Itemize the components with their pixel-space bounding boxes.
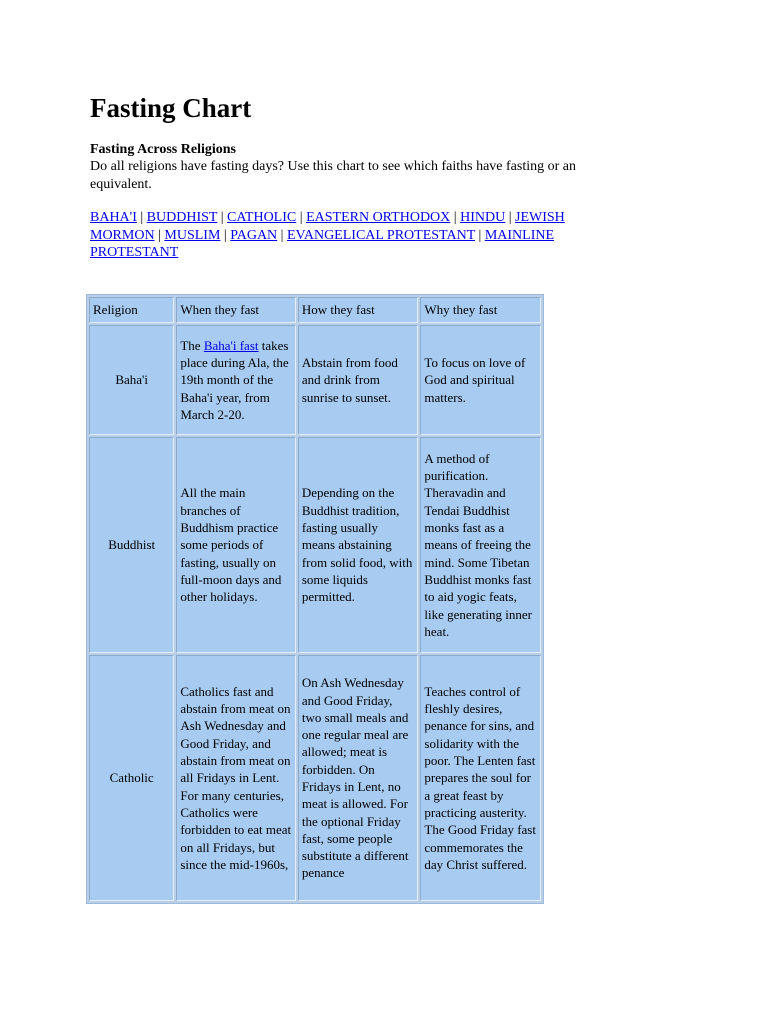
cell-religion: Baha'i bbox=[89, 325, 174, 435]
link-evangelical-protestant[interactable]: EVANGELICAL PROTESTANT bbox=[286, 227, 475, 243]
link-pagan[interactable]: PAGAN bbox=[230, 227, 278, 243]
page-title: Fasting Chart bbox=[90, 93, 252, 123]
header-why: Why they fast bbox=[420, 297, 541, 323]
cell-when: Catholics fast and abstain from meat on Ash Wednesday and Good Friday, and abstain from meat on all Fridays in Lent. For many centuries, Catholics were forbidden to eat meat on all Fridays, but since the mid-1960s, bbox=[176, 655, 296, 901]
header-religion: Religion bbox=[89, 297, 174, 323]
header-how: How they fast bbox=[298, 297, 419, 323]
table-header-row bbox=[89, 297, 541, 323]
link-buddhist[interactable]: BUDDHIST bbox=[146, 210, 218, 225]
link-separator: | bbox=[136, 210, 147, 225]
fasting-chart-table bbox=[86, 294, 544, 904]
table-row bbox=[89, 325, 541, 435]
religion-link-list bbox=[90, 209, 620, 262]
cell-how: Abstain from food and drink from sunrise to sunset. bbox=[298, 325, 419, 435]
link-bahai[interactable]: BAHA'I bbox=[90, 210, 137, 225]
cell-how: Depending on the Buddhist tradition, fasting usually means abstaining from solid food, with some liquids permitted. bbox=[298, 437, 419, 653]
link-hindu[interactable]: HINDU bbox=[460, 210, 506, 225]
cell-when: All the main branches of Buddhism practice some periods of fasting, usually on full-moon days and other holidays. bbox=[176, 437, 296, 653]
cell-religion: Catholic bbox=[89, 655, 174, 901]
section-subheading: Fasting Across Religions bbox=[90, 142, 236, 157]
bahai-fast-link[interactable]: Baha'i fast bbox=[203, 337, 259, 353]
table-row bbox=[89, 655, 541, 901]
header-when: When they fast bbox=[176, 297, 296, 323]
link-eastern-orthodox[interactable]: EASTERN ORTHODOX bbox=[306, 210, 451, 225]
link-catholic[interactable]: CATHOLIC bbox=[227, 210, 297, 225]
cell-why: To focus on love of God and spiritual matters. bbox=[420, 325, 541, 435]
cell-why: A method of purification. Theravadin and Tendai Buddhist monks fast as a means of freeing the mind. Some Tibetan Buddhist monks fast to aid yogic feats, like generating inner heat. bbox=[420, 437, 541, 653]
link-mormon[interactable]: MORMON bbox=[90, 227, 155, 243]
link-separator: | bbox=[277, 227, 287, 243]
link-separator: | bbox=[154, 227, 165, 243]
when-suffix: takes place during Ala, the 19th month of the Baha'i year, from March 2-20. bbox=[180, 337, 289, 422]
link-muslim[interactable]: MUSLIM bbox=[164, 227, 221, 243]
link-separator: | bbox=[450, 210, 461, 225]
intro-text: Do all religions have fasting days? Use this chart to see which faiths have fasting or an equivalent. bbox=[90, 159, 576, 192]
link-mainline-protestant[interactable]: MAINLINE PROTESTANT bbox=[90, 227, 555, 260]
cell-why: Teaches control of fleshly desires, penance for sins, and solidarity with the poor. The Lenten fast prepares the soul for a great feast by practicing austerity. The Good Friday fast commemorates the day Christ suffered. bbox=[420, 655, 541, 901]
cell-how: On Ash Wednesday and Good Friday, two small meals and one regular meal are allowed; meat is forbidden. On Fridays in Lent, no meat is allowed. For the optional Friday fast, some people substitute a different penance bbox=[298, 655, 419, 901]
link-jewish[interactable]: JEWISH bbox=[515, 210, 565, 225]
cell-when bbox=[176, 325, 296, 435]
link-separator: | bbox=[296, 210, 307, 225]
link-separator: | bbox=[217, 210, 228, 225]
link-separator: | bbox=[505, 210, 516, 225]
when-prefix: The bbox=[180, 337, 204, 353]
link-separator: | bbox=[475, 227, 485, 243]
table-row bbox=[89, 437, 541, 653]
link-separator: | bbox=[220, 227, 231, 243]
cell-religion: Buddhist bbox=[89, 437, 174, 653]
